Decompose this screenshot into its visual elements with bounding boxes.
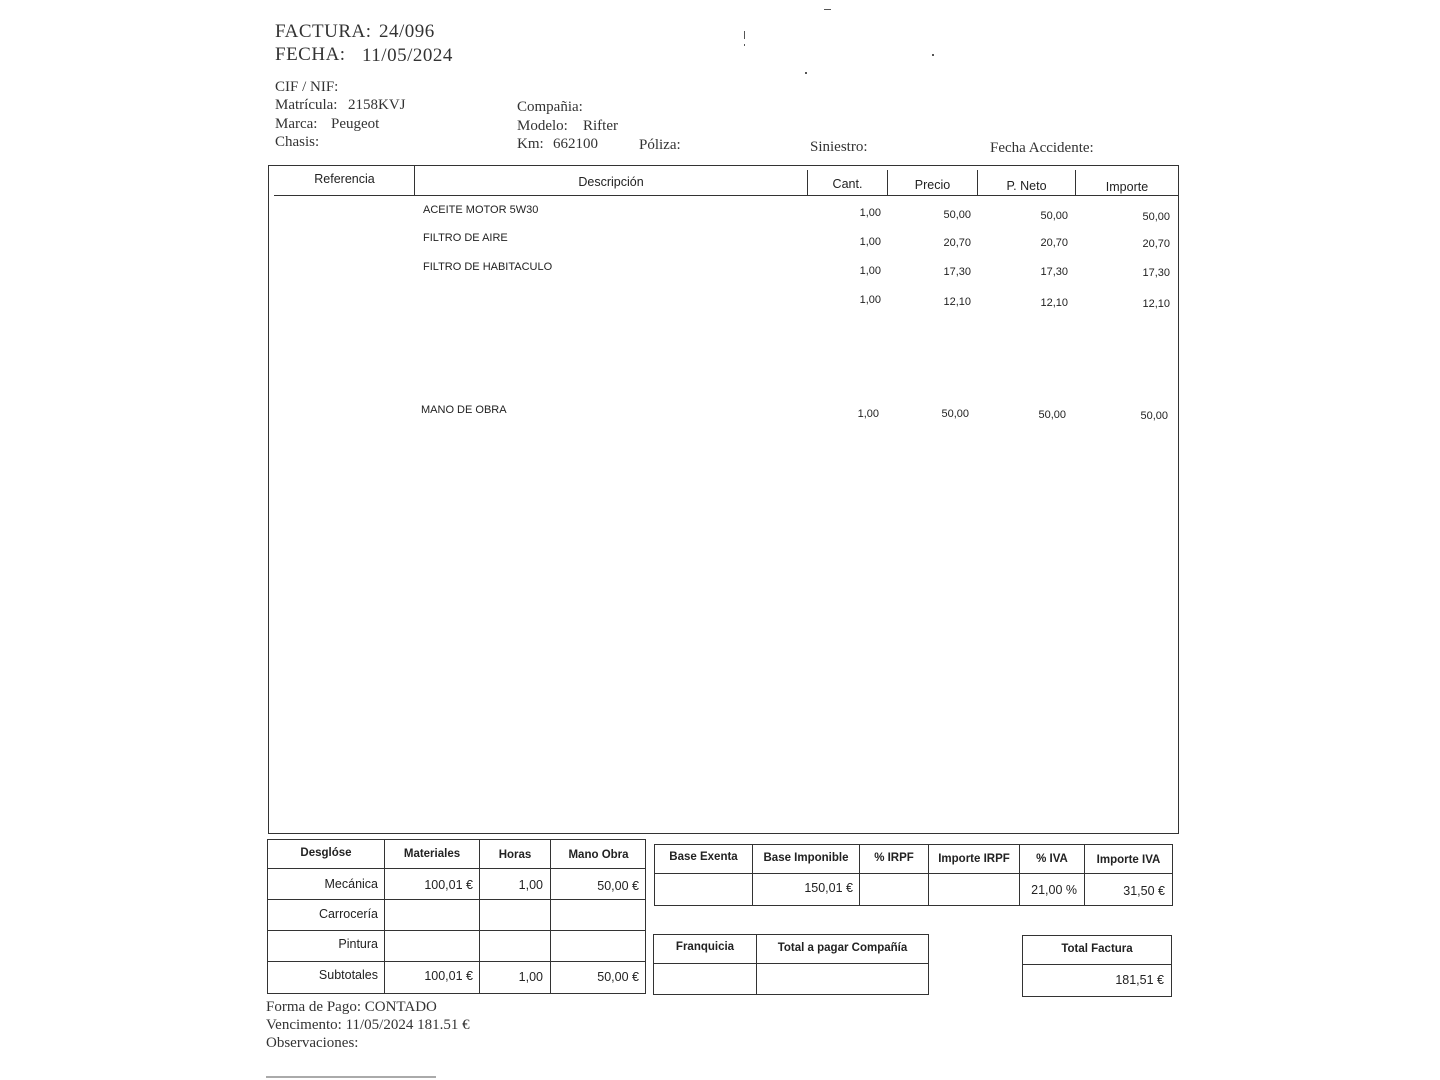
mano-obra-value: 50,00 € <box>597 970 639 984</box>
base-imponible-value: 150,01 € <box>804 881 853 895</box>
cif-label: CIF / NIF: <box>275 79 339 95</box>
total-compania-header: Total a pagar Compañía <box>777 942 908 954</box>
item-cant: 1,00 <box>857 408 879 420</box>
item-precio: 50,00 <box>941 408 969 420</box>
iva-amount-value: 31,50 € <box>1123 884 1165 898</box>
horas-header: Horas <box>498 849 532 861</box>
vencimiento: Vencimento: 11/05/2024 181.51 € <box>266 1017 470 1033</box>
invoice-number-label: FACTURA: <box>275 21 372 42</box>
scan-speck <box>744 44 745 46</box>
franquicia-header: Franquicia <box>675 941 735 953</box>
item-importe: 12,10 <box>1142 298 1170 310</box>
invoice-date: 11/05/2024 <box>362 45 453 66</box>
item-cant: 1,00 <box>859 207 881 219</box>
item-description: FILTRO DE HABITACULO <box>423 261 553 273</box>
table-rule <box>267 868 646 869</box>
siniestro-label: Siniestro: <box>810 139 868 155</box>
invoice-date-label: FECHA: <box>275 44 346 65</box>
item-precio: 50,00 <box>943 209 971 221</box>
item-cant: 1,00 <box>859 236 881 248</box>
km-label: Km: <box>517 136 544 152</box>
materiales-value: 100,01 € <box>424 878 473 892</box>
desglose-row-label: Mecánica <box>324 877 378 891</box>
desglose-row-label: Subtotales <box>318 968 378 982</box>
cut-off-text-line <box>266 1076 436 1078</box>
table-header-rule <box>274 195 1178 196</box>
table-rule <box>654 873 1173 874</box>
fecha-accidente-label: Fecha Accidente: <box>990 140 1094 156</box>
table-rule <box>653 963 929 964</box>
col-header-importe: Importe <box>1105 180 1149 194</box>
materiales-header: Materiales <box>403 848 461 860</box>
matricula-label: Matrícula: <box>275 97 338 113</box>
base-exenta-header: Base Exenta <box>669 851 738 863</box>
table-rule <box>267 899 646 900</box>
item-neto: 50,00 <box>1040 210 1068 222</box>
horas-value: 1,00 <box>518 878 543 892</box>
materiales-value: 100,01 € <box>424 969 473 983</box>
col-header-cant: Cant. <box>832 177 863 191</box>
item-cant: 1,00 <box>859 294 881 306</box>
iva-amount-header: Importe IVA <box>1096 854 1161 866</box>
horas-value: 1,00 <box>518 970 543 984</box>
table-rule <box>267 961 646 962</box>
item-description: ACEITE MOTOR 5W30 <box>423 204 539 216</box>
item-importe: 20,70 <box>1142 238 1170 250</box>
item-precio: 17,30 <box>943 266 971 278</box>
invoice-number: 24/096 <box>379 21 435 42</box>
modelo-label: Modelo: <box>517 118 568 134</box>
marca-label: Marca: <box>275 116 318 132</box>
desglose-row-label: Pintura <box>338 937 378 951</box>
total-factura-value: 181,51 € <box>1115 973 1164 987</box>
item-neto: 50,00 <box>1038 409 1066 421</box>
marca-value: Peugeot <box>331 116 380 132</box>
base-imponible-header: Base Imponible <box>763 852 849 864</box>
total-factura-label: Total Factura <box>1061 943 1133 955</box>
matricula-value: 2158KVJ <box>348 97 406 113</box>
iva-percent-value: 21,00 % <box>1031 883 1077 897</box>
item-importe: 50,00 <box>1142 211 1170 223</box>
desglose-header: Desglóse <box>300 847 352 859</box>
mano-obra-value: 50,00 € <box>597 879 639 893</box>
col-header-referencia: Referencia <box>314 172 375 186</box>
desglose-row-label: Carrocería <box>318 907 378 921</box>
scan-speck <box>744 31 745 39</box>
table-rule <box>267 930 646 931</box>
item-precio: 12,10 <box>943 296 971 308</box>
item-description: FILTRO DE AIRE <box>423 232 508 244</box>
observaciones-label: Observaciones: <box>266 1035 359 1051</box>
col-header-descripcion: Descripción <box>578 175 644 189</box>
scan-speck <box>805 72 807 74</box>
forma-pago: Forma de Pago: CONTADO <box>266 999 437 1015</box>
chasis-label: Chasis: <box>275 134 320 150</box>
col-header-precio: Precio <box>914 178 951 192</box>
modelo-value: Rifter <box>583 118 618 134</box>
irpf-percent-header: % IRPF <box>874 852 914 864</box>
km-value: 662100 <box>553 136 598 152</box>
item-precio: 20,70 <box>943 237 971 249</box>
poliza-label: Póliza: <box>639 137 681 153</box>
item-neto: 20,70 <box>1040 237 1068 249</box>
item-importe: 17,30 <box>1142 267 1170 279</box>
item-neto: 17,30 <box>1040 266 1068 278</box>
scan-speck <box>824 9 831 10</box>
item-neto: 12,10 <box>1040 297 1068 309</box>
compania-label: Compañia: <box>517 99 583 115</box>
scan-speck <box>932 54 934 56</box>
item-cant: 1,00 <box>859 265 881 277</box>
item-description: MANO DE OBRA <box>421 404 507 416</box>
table-rule <box>274 165 412 166</box>
item-importe: 50,00 <box>1140 410 1168 422</box>
irpf-amount-header: Importe IRPF <box>938 853 1010 865</box>
mano-obra-header: Mano Obra <box>568 849 629 861</box>
col-header-p-neto: P. Neto <box>1006 179 1047 193</box>
table-rule <box>1022 964 1172 965</box>
iva-percent-header: % IVA <box>1036 853 1068 865</box>
